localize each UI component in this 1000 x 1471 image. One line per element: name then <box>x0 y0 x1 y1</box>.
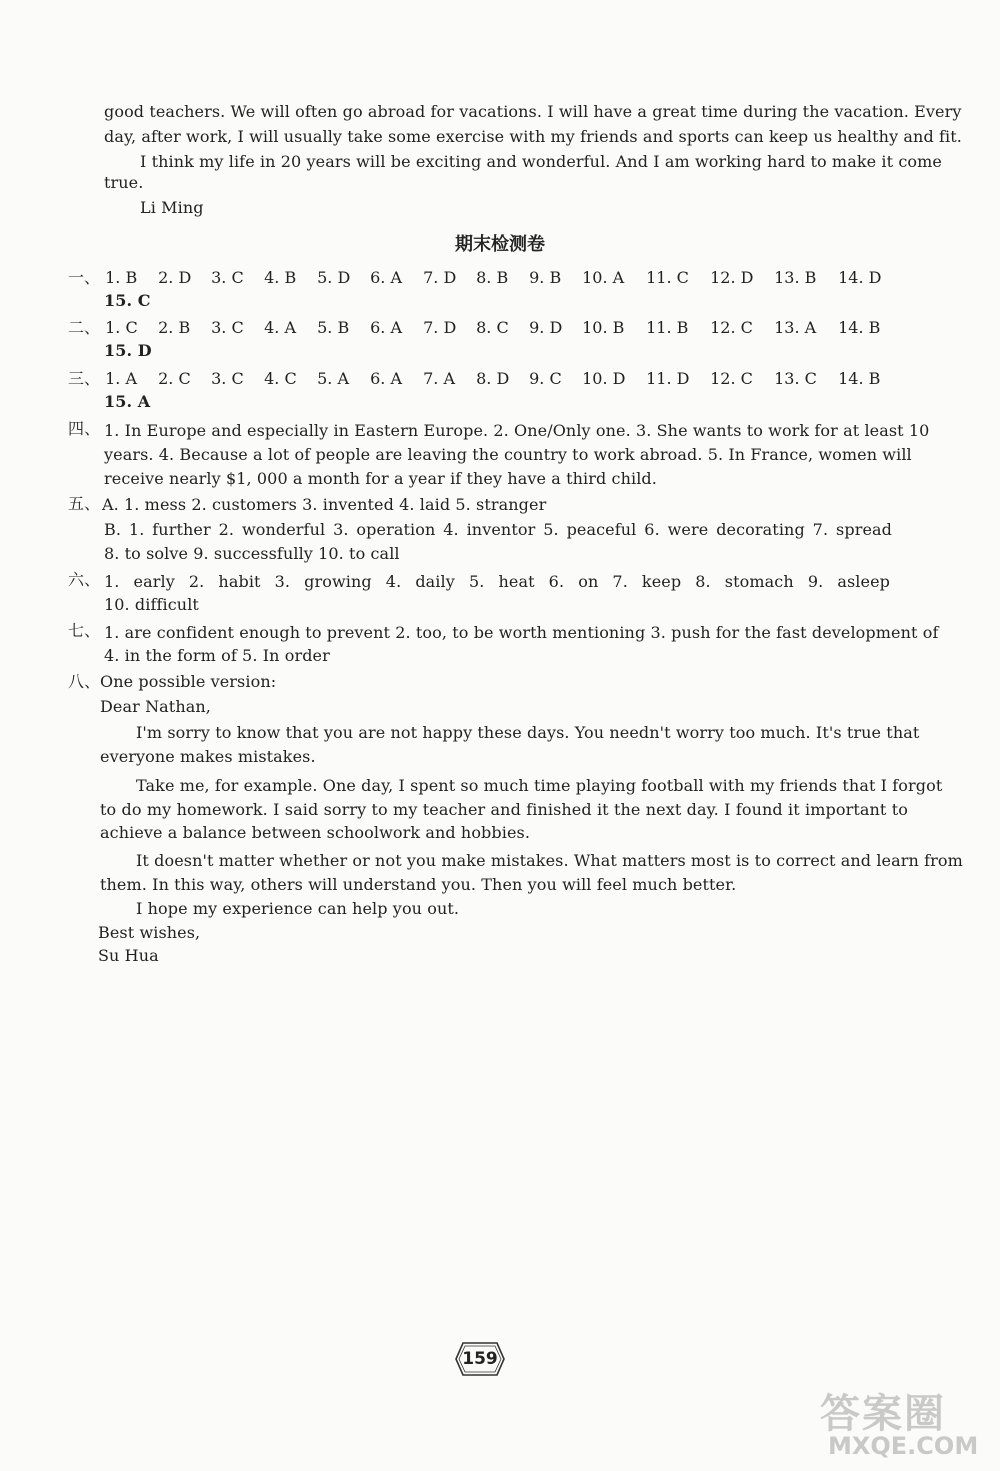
answer-item: 5. A <box>317 369 350 388</box>
part6-line-1: 1. early 2. habit 3. growing 4. daily 5. heat 6. on 7. keep 8. stomach 9. asleep <box>104 572 890 591</box>
part1-last: 15. C <box>104 291 151 310</box>
letter-p2b: to do my homework. I said sorry to my teacher and finished it the next day. I found it important to <box>100 800 908 819</box>
letter-p4: I hope my experience can help you out. <box>136 899 460 918</box>
answer-item: 1. C <box>105 318 138 337</box>
essay-line-3: I think my life in 20 years will be exciting and wonderful. And I am working hard to make it come <box>140 152 942 171</box>
letter-p1b: everyone makes mistakes. <box>100 747 316 766</box>
essay-signature: Li Ming <box>140 198 204 217</box>
answer-item: 10. D <box>582 369 626 388</box>
answer-item: 8. C <box>476 318 509 337</box>
answer-item: 9. B <box>529 268 562 287</box>
essay-line-4: true. <box>104 173 144 192</box>
part1-row <box>68 267 898 289</box>
part4-line-2: years. 4. Because a lot of people are leaving the country to work abroad. 5. In France, women will <box>104 445 912 464</box>
part4-line-1: 1. In Europe and especially in Eastern Europe. 2. One/Only one. 3. She wants to work for at least 10 <box>104 421 930 440</box>
answer-item: 8. B <box>476 268 509 287</box>
part7-line-1: 1. are confident enough to prevent 2. too, to be worth mentioning 3. push for the fast development of <box>104 623 939 642</box>
answer-item: 13. B <box>774 268 817 287</box>
answer-item: 7. D <box>423 318 457 337</box>
answer-item: 4. B <box>264 268 297 287</box>
part3-row <box>68 368 898 390</box>
part5-label: 五、 <box>68 494 101 513</box>
part8-label: 八、 <box>68 672 101 691</box>
answer-item: 13. C <box>774 369 817 388</box>
answer-item: 9. C <box>529 369 562 388</box>
letter-closing: Best wishes, <box>98 923 201 942</box>
answer-item: 1. A <box>105 369 138 388</box>
answer-item: 8. D <box>476 369 510 388</box>
answer-item: 3. C <box>211 369 244 388</box>
letter-p3a: It doesn't matter whether or not you make mistakes. What matters most is to correct and learn from <box>136 851 963 870</box>
answer-item: 1. B <box>105 268 138 287</box>
part3-last: 15. A <box>104 392 151 411</box>
part2-row <box>68 317 898 339</box>
part5-b2: 8. to solve 9. successfully 10. to call <box>104 544 400 563</box>
answer-item: 2. B <box>158 318 191 337</box>
letter-greeting: Dear Nathan, <box>100 697 211 716</box>
answer-item: 10. B <box>582 318 625 337</box>
letter-p3b: them. In this way, others will understand you. Then you will feel much better. <box>100 875 737 894</box>
answer-item: 11. C <box>646 268 689 287</box>
watermark-top: 答案圈 <box>820 1391 946 1437</box>
answer-item: 11. D <box>646 369 690 388</box>
answer-item: 4. C <box>264 369 297 388</box>
answer-item: 4. A <box>264 318 297 337</box>
answer-item: 12. C <box>710 318 753 337</box>
essay-line-1: good teachers. We will often go abroad for vacations. I will have a great time during the vacation. Every <box>104 102 962 121</box>
answer-item: 14. B <box>838 369 881 388</box>
part5-b1: B. 1. further 2. wonderful 3. operation 4. inventor 5. peaceful 6. were decorating 7. spread <box>104 520 892 539</box>
part3-answers <box>105 369 902 388</box>
part2-last: 15. D <box>104 341 152 360</box>
part3-label: 三、 <box>68 369 101 388</box>
page-number: 159 <box>462 1349 498 1369</box>
answer-item: 6. A <box>370 369 403 388</box>
letter-signature: Su Hua <box>98 946 159 965</box>
answer-item: 7. A <box>423 369 456 388</box>
answer-item: 6. A <box>370 268 403 287</box>
part1-answers <box>105 268 902 287</box>
part8-intro: One possible version: <box>100 672 277 691</box>
answer-item: 6. A <box>370 318 403 337</box>
watermark-bottom: MXQE.COM <box>828 1432 979 1460</box>
answer-item: 11. B <box>646 318 689 337</box>
answer-item: 5. D <box>317 268 351 287</box>
letter-p2c: achieve a balance between schoolwork and hobbies. <box>100 823 531 842</box>
part4-label: 四、 <box>68 419 101 438</box>
letter-p1a: I'm sorry to know that you are not happy these days. You needn't worry too much. It's true that <box>136 723 920 742</box>
answer-item: 14. B <box>838 318 881 337</box>
part6-label: 六、 <box>68 570 101 589</box>
answer-item: 14. D <box>838 268 882 287</box>
part4-line-3: receive nearly $1, 000 a month for a year if they have a third child. <box>104 469 657 488</box>
part7-label: 七、 <box>68 621 101 640</box>
answer-item: 9. D <box>529 318 563 337</box>
section-title: 期末检测卷 <box>455 234 545 255</box>
part1-label: 一、 <box>68 268 101 287</box>
answer-item: 12. C <box>710 369 753 388</box>
answer-item: 3. C <box>211 318 244 337</box>
answer-item: 5. B <box>317 318 350 337</box>
answer-item: 3. C <box>211 268 244 287</box>
part5-a: A. 1. mess 2. customers 3. invented 4. laid 5. stranger <box>102 495 547 514</box>
part7-line-2: 4. in the form of 5. In order <box>104 646 330 665</box>
answer-item: 10. A <box>582 268 625 287</box>
watermark-logo <box>820 1382 990 1464</box>
part6-line-2: 10. difficult <box>104 595 199 614</box>
answer-item: 12. D <box>710 268 754 287</box>
essay-line-2: day, after work, I will usually take some exercise with my friends and sports can keep us healthy and fit. <box>104 127 962 146</box>
part2-answers <box>105 318 902 337</box>
page-number-badge <box>454 1340 506 1378</box>
letter-p2a: Take me, for example. One day, I spent so much time playing football with my friends that I forgot <box>136 776 943 795</box>
answer-item: 2. C <box>158 369 191 388</box>
answer-item: 7. D <box>423 268 457 287</box>
answer-item: 13. A <box>774 318 817 337</box>
part2-label: 二、 <box>68 318 101 337</box>
answer-item: 2. D <box>158 268 192 287</box>
